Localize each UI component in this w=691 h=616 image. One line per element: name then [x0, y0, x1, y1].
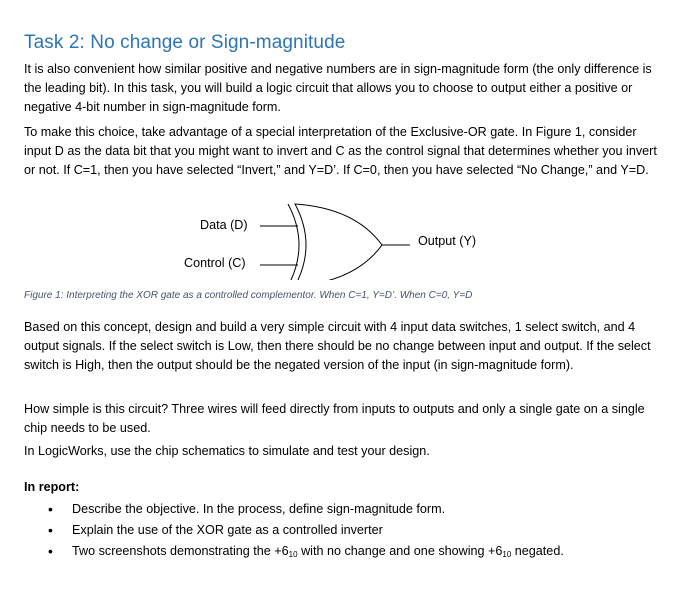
xor-gate-figure — [170, 200, 530, 280]
simplicity-paragraph: How simple is this circuit? Three wires will feed directly from inputs to outputs and only a single gate on a single chip needs to be used. — [24, 402, 645, 435]
xor-gate-body — [295, 204, 382, 280]
list-item: • Describe the objective. In the process, define sign-magnitude form. — [48, 499, 564, 520]
report-heading: In report: — [24, 480, 80, 494]
task-title: Task 2: No change or Sign-magnitude — [24, 32, 346, 53]
data-input-label: Data (D) — [200, 218, 248, 232]
figure-caption: Figure 1: Interpreting the XOR gate as a controlled complementor. When C=1, Y=D’. When C=0, Y=D — [24, 290, 473, 301]
control-input-label: Control (C) — [184, 256, 246, 270]
intro-paragraph: It is also convenient how similar positive and negative numbers are in sign-magnitude form (the only difference is the leading bit). In this task, you will build a logic circuit that allows you to choose to output either a positive or negative 4-bit number in sign-magnitude form. — [24, 62, 652, 114]
xor-explanation-paragraph: To make this choice, take advantage of a special interpretation of the Exclusive-OR gate. In Figure 1, consider input D as the data bit that you might want to invert and C as the control signal that determines whether you invert or not. If C=1, then you have selected “Invert,” and Y=D’. If C=0, then you have selected “No Change,” and Y=D. — [24, 125, 657, 177]
xor-extra-curve — [288, 204, 299, 280]
logicworks-paragraph: In LogicWorks, use the chip schematics to simulate and test your design. — [24, 444, 430, 458]
design-paragraph: Based on this concept, design and build a very simple circuit with 4 input data switches, 1 select switch, and 4 output signals. If the select switch is Low, then there should be no change between input and output. If the select switch is High, then the output should be the negated version of the input (in sign-magnitude form). — [24, 320, 651, 372]
report-list — [48, 499, 564, 565]
output-label: Output (Y) — [418, 234, 477, 248]
list-item: • Explain the use of the XOR gate as a controlled inverter — [48, 520, 564, 541]
list-item: • Two screenshots demonstrating the $+6_{10}$ with no change and one showing $+6_{10}$ negated. — [48, 541, 564, 565]
